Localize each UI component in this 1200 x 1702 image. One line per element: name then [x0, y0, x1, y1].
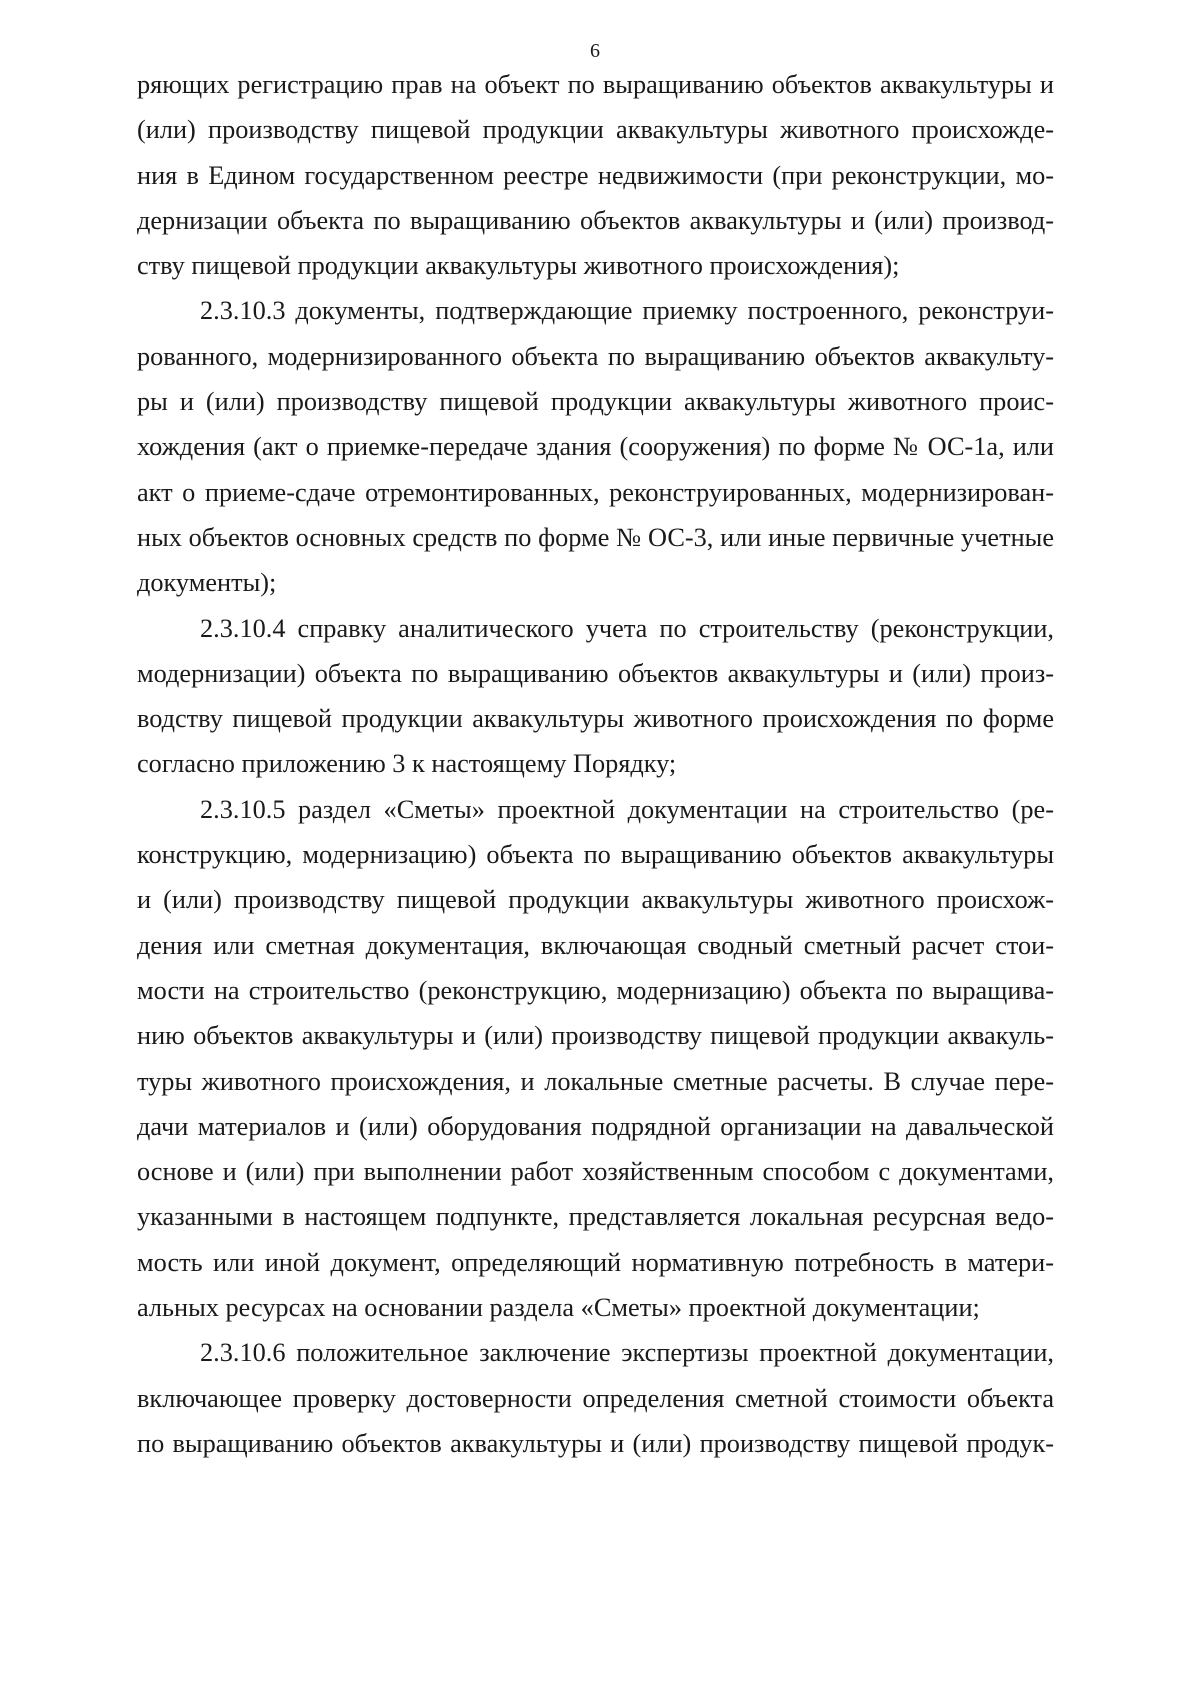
paragraph-4-line: мости на строительство (реконструкцию, модернизацию) объекта по выращива-	[137, 975, 1054, 1005]
paragraph-2-line: документы);	[137, 568, 277, 598]
paragraph-2-line: акт о приеме-сдаче отремонтированных, реконструированных, модернизирован-	[137, 477, 1054, 507]
paragraph-4-line: конструкцию, модернизацию) объекта по выращиванию объектов аквакультуры	[137, 840, 1054, 870]
paragraph-4-line: мость или иной документ, определяющий нормативную потребность в матери-	[137, 1247, 1054, 1277]
paragraph-4-line: и (или) производству пищевой продукции аквакультуры животного происхож-	[137, 885, 1054, 915]
paragraph-4-line: альных ресурсах на основании раздела «Сметы» проектной документации;	[137, 1293, 980, 1323]
paragraph-1-line: ряющих регистрацию прав на объект по выращиванию объектов аквакультуры и	[137, 70, 1054, 99]
paragraph-3-line: модернизации) объекта по выращиванию объектов аквакультуры и (или) произ-	[137, 658, 1054, 688]
paragraph-3-line: согласно приложению 3 к настоящему Порядку;	[137, 749, 677, 779]
paragraph-5-line: включающее проверку достоверности определения сметной стоимости объекта	[137, 1383, 1054, 1413]
paragraph-2-line: хождения (акт о приемке-передаче здания (сооружения) по форме № ОС-1а, или	[137, 432, 1054, 462]
page-number: 6	[590, 40, 600, 62]
paragraph-4-line: 2.3.10.5 раздел «Сметы» проектной документации на строительство (ре-	[200, 794, 1054, 824]
paragraph-1-line: (или) производству пищевой продукции аквакультуры животного происхожде-	[137, 115, 1054, 145]
paragraph-2-line: ных объектов основных средств по форме № ОС-3, или иные первичные учетные	[137, 522, 1054, 552]
paragraph-5-line: по выращиванию объектов аквакультуры и (или) производству пищевой продук-	[137, 1428, 1054, 1458]
paragraph-4-line: дения или сметная документация, включающая сводный сметный расчет стои-	[137, 930, 1054, 960]
paragraph-4-line: основе и (или) при выполнении работ хозяйственным способом с документами,	[137, 1157, 1054, 1187]
paragraph-4-line: туры животного происхождения, и локальные сметные расчеты. В случае пере-	[137, 1066, 1054, 1096]
paragraph-3-line: 2.3.10.4 справку аналитического учета по строительству (реконструкции,	[200, 613, 1054, 643]
paragraph-1-line: дернизации объекта по выращиванию объектов аквакультуры и (или) производ-	[137, 205, 1054, 235]
paragraph-1-line: ству пищевой продукции аквакультуры животного происхождения);	[137, 251, 900, 281]
paragraph-4-line: указанными в настоящем подпункте, представляется локальная ресурсная ведо-	[137, 1202, 1054, 1232]
document-body	[137, 62, 1054, 1466]
paragraph-4-line: нию объектов аквакультуры и (или) производству пищевой продукции аквакуль-	[137, 1021, 1054, 1051]
paragraph-4-line: дачи материалов и (или) оборудования подрядной организации на давальческой	[137, 1111, 1054, 1141]
paragraph-2-line: 2.3.10.3 документы, подтверждающие приемку построенного, реконструи-	[200, 296, 1054, 326]
paragraph-3-line: водству пищевой продукции аквакультуры животного происхождения по форме	[137, 704, 1054, 734]
paragraph-2-line: ры и (или) производству пищевой продукции аквакультуры животного проис-	[137, 387, 1054, 417]
paragraph-1-line: ния в Едином государственном реестре недвижимости (при реконструкции, мо-	[137, 160, 1054, 190]
paragraph-5-line: 2.3.10.6 положительное заключение экспертизы проектной документации,	[200, 1338, 1054, 1368]
paragraph-2-line: рованного, модернизированного объекта по выращиванию объектов аквакульту-	[137, 341, 1054, 371]
